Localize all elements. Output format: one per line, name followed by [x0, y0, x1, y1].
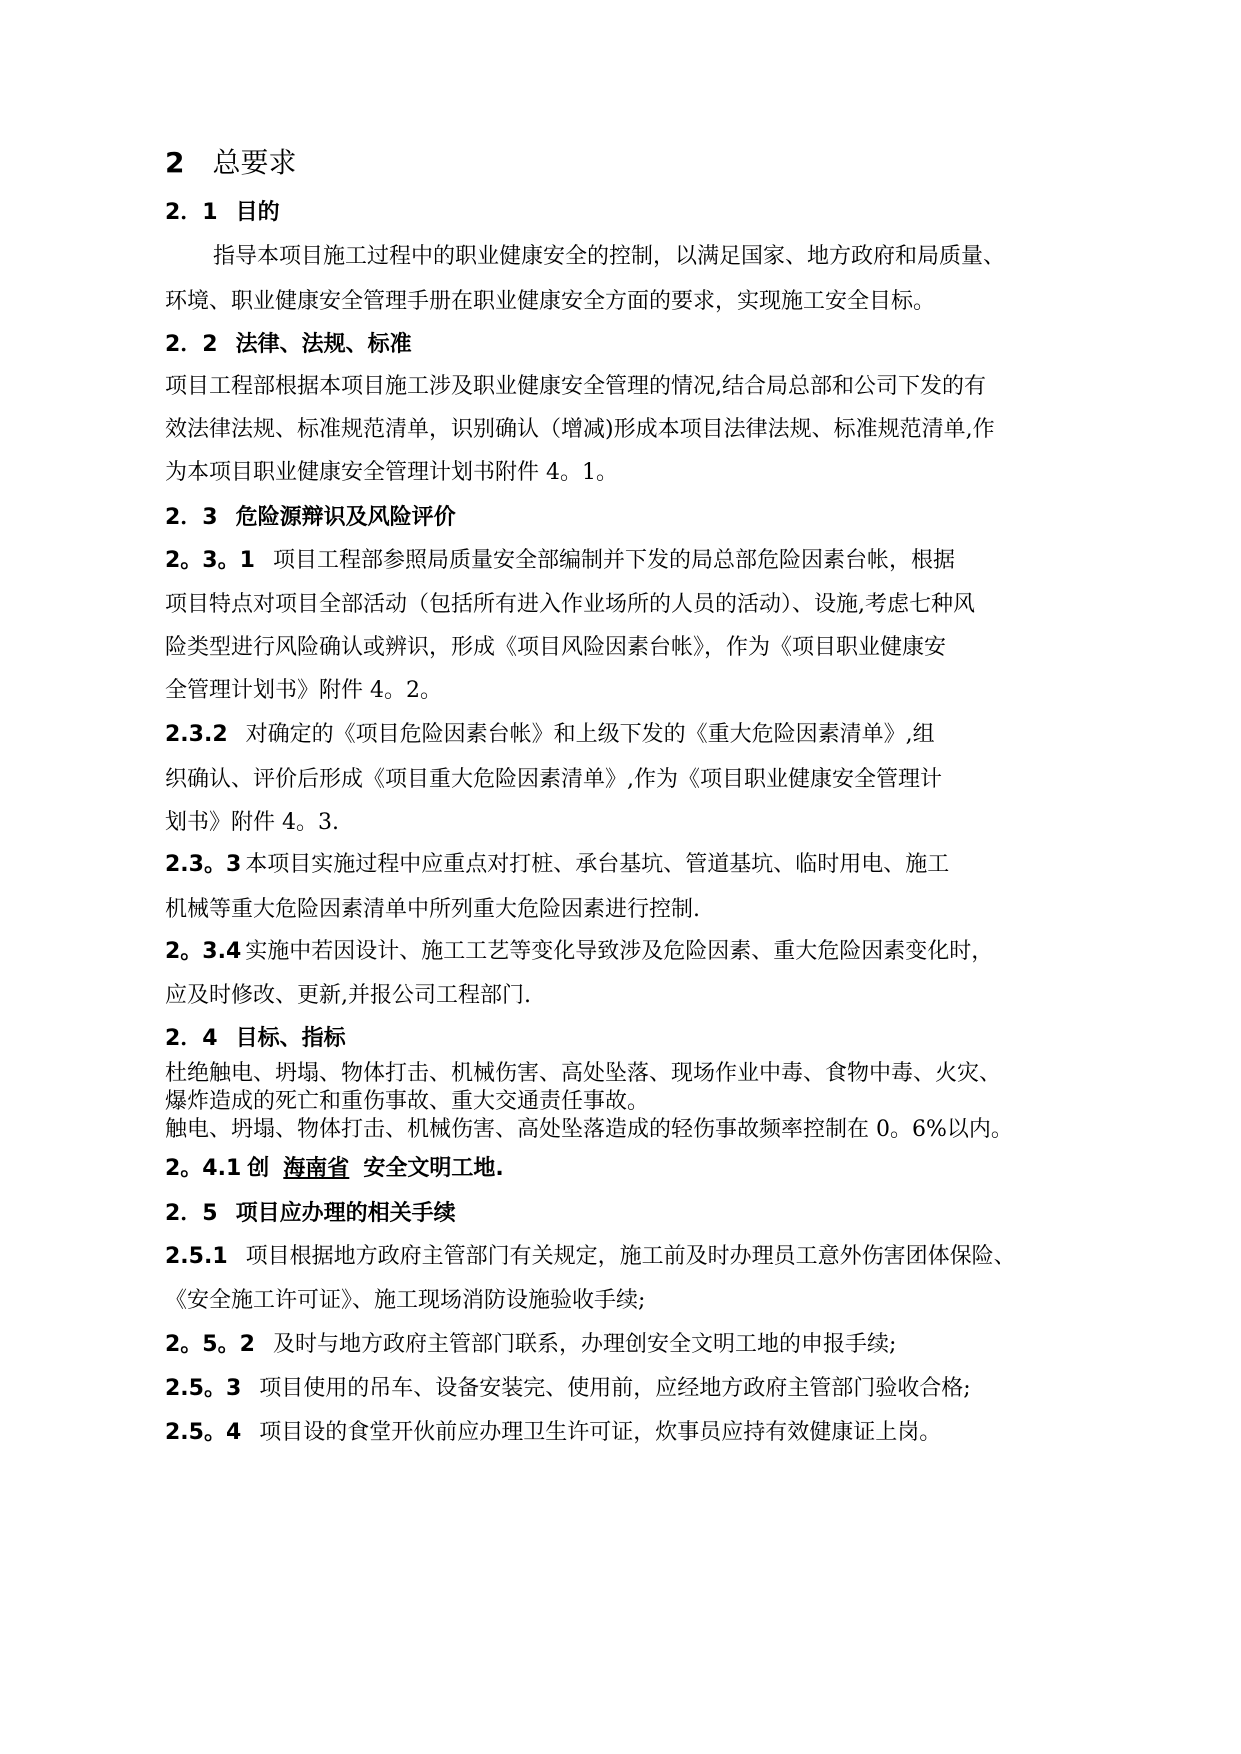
- subsection-heading-2-3: [165, 503, 1100, 533]
- paragraph-line: 全管理计划书》附件 4。2。: [165, 678, 442, 703]
- clause-prefix: 创: [247, 1156, 270, 1181]
- clause-2-5-4: [165, 1418, 1100, 1448]
- section-title: 总要求: [212, 146, 297, 179]
- clause-2-3-4: [165, 937, 1100, 967]
- clause-number: 2。3。1: [165, 548, 255, 573]
- paragraph-line: 触电、坍塌、物体打击、机械伤害、高处坠落造成的轻伤事故频率控制在 0。6%以内。: [165, 1117, 1013, 1142]
- clause-2-3-1: [165, 546, 1100, 576]
- paragraph-line: 环境、职业健康安全管理手册在职业健康安全方面的要求，实现施工安全目标。: [165, 289, 936, 314]
- paragraph-line: 本项目实施过程中应重点对打桩、承台基坑、管道基坑、临时用电、施工: [245, 852, 950, 877]
- paragraph-line: 项目工程部参照局质量安全部编制并下发的局总部危险因素台帐，根据: [272, 548, 955, 573]
- paragraph-line: 机械等重大危险因素清单中所列重大危险因素进行控制.: [165, 897, 700, 922]
- paragraph-line: 实施中若因设计、施工工艺等变化导致涉及危险因素、重大危险因素变化时，: [245, 939, 994, 964]
- clause-2-5-3: [165, 1374, 1100, 1404]
- subsection-title: 目标、指标: [235, 1026, 346, 1051]
- clause-2-4-1: [165, 1154, 1100, 1184]
- paragraph-line: 项目使用的吊车、设备安装完、使用前，应经地方政府主管部门验收合格;: [259, 1376, 971, 1401]
- place-name: 海南省: [283, 1156, 350, 1181]
- subsection-title: 法律、法规、标准: [235, 332, 412, 357]
- subsection-title: 危险源辩识及风险评价: [235, 505, 456, 530]
- paragraph-line: 项目设的食堂开伙前应办理卫生许可证，炊事员应持有效健康证上岗。: [259, 1420, 942, 1445]
- paragraph-line: 险类型进行风险确认或辨识，形成《项目风险因素台帐》，作为《项目职业健康安: [165, 635, 947, 660]
- subsection-number: 2．5: [165, 1201, 218, 1226]
- subsection-number: 2．4: [165, 1026, 218, 1051]
- paragraph-line: 指导本项目施工过程中的职业健康安全的控制，以满足国家、地方政府和局质量、: [213, 244, 1006, 269]
- subsection-heading-2-2: [165, 330, 1100, 360]
- clause-number: 2.5。3: [165, 1376, 242, 1401]
- clause-2-3-2: [165, 720, 1100, 750]
- clause-2-3-3: [165, 850, 1100, 880]
- paragraph-line: 对确定的《项目危险因素台帐》和上级下发的《重大危险因素清单》,组: [245, 722, 935, 747]
- clause-number: 2。4.1: [165, 1156, 242, 1181]
- paragraph-line: 效法律法规、标准规范清单，识别确认（增减)形成本项目法律法规、标准规范清单,作: [165, 417, 995, 442]
- subsection-heading-2-5: [165, 1199, 1100, 1229]
- paragraph-line: 《安全施工许可证》、施工现场消防设施验收手续;: [165, 1288, 646, 1313]
- subsection-heading-2-1: [165, 198, 1100, 228]
- paragraph-line: 爆炸造成的死亡和重伤事故、重大交通责任事故。: [165, 1089, 650, 1114]
- paragraph-line: 项目根据地方政府主管部门有关规定，施工前及时办理员工意外伤害团体保险、: [245, 1244, 1016, 1269]
- paragraph-line: 为本项目职业健康安全管理计划书附件 4。1。: [165, 460, 618, 485]
- clause-number: 2.5.1: [165, 1244, 228, 1269]
- clause-2-5-2: [165, 1330, 1100, 1360]
- subsection-title: 项目应办理的相关手续: [235, 1201, 456, 1226]
- paragraph-line: 应及时修改、更新,并报公司工程部门.: [165, 983, 531, 1008]
- section-heading: [165, 145, 1100, 181]
- clause-suffix: 安全文明工地.: [363, 1156, 504, 1181]
- subsection-number: 2．3: [165, 505, 218, 530]
- paragraph-line: 及时与地方政府主管部门联系，办理创安全文明工地的申报手续;: [272, 1332, 897, 1357]
- subsection-number: 2．2: [165, 332, 218, 357]
- subsection-number: 2．1: [165, 200, 218, 225]
- subsection-title: 目的: [235, 200, 280, 225]
- paragraph-line: 项目特点对项目全部活动（包括所有进入作业场所的人员的活动）、设施,考虑七种风: [165, 592, 975, 617]
- subsection-heading-2-4: [165, 1024, 1100, 1054]
- paragraph-line: 划书》附件 4。3.: [165, 810, 339, 835]
- paragraph-line: 项目工程部根据本项目施工涉及职业健康安全管理的情况,结合局总部和公司下发的有: [165, 374, 986, 399]
- paragraph-line: 杜绝触电、坍塌、物体打击、机械伤害、高处坠落、现场作业中毒、食物中毒、火灾、: [165, 1061, 1002, 1086]
- clause-number: 2。3.4: [165, 939, 242, 964]
- paragraph-line: 织确认、评价后形成《项目重大危险因素清单》,作为《项目职业健康安全管理计: [165, 767, 942, 792]
- clause-number: 2.3.2: [165, 722, 228, 747]
- clause-number: 2.3。3: [165, 852, 242, 877]
- clause-number: 2。5。2: [165, 1332, 255, 1357]
- clause-number: 2.5。4: [165, 1420, 242, 1445]
- section-number: 2: [165, 146, 185, 179]
- clause-2-5-1: [165, 1242, 1100, 1272]
